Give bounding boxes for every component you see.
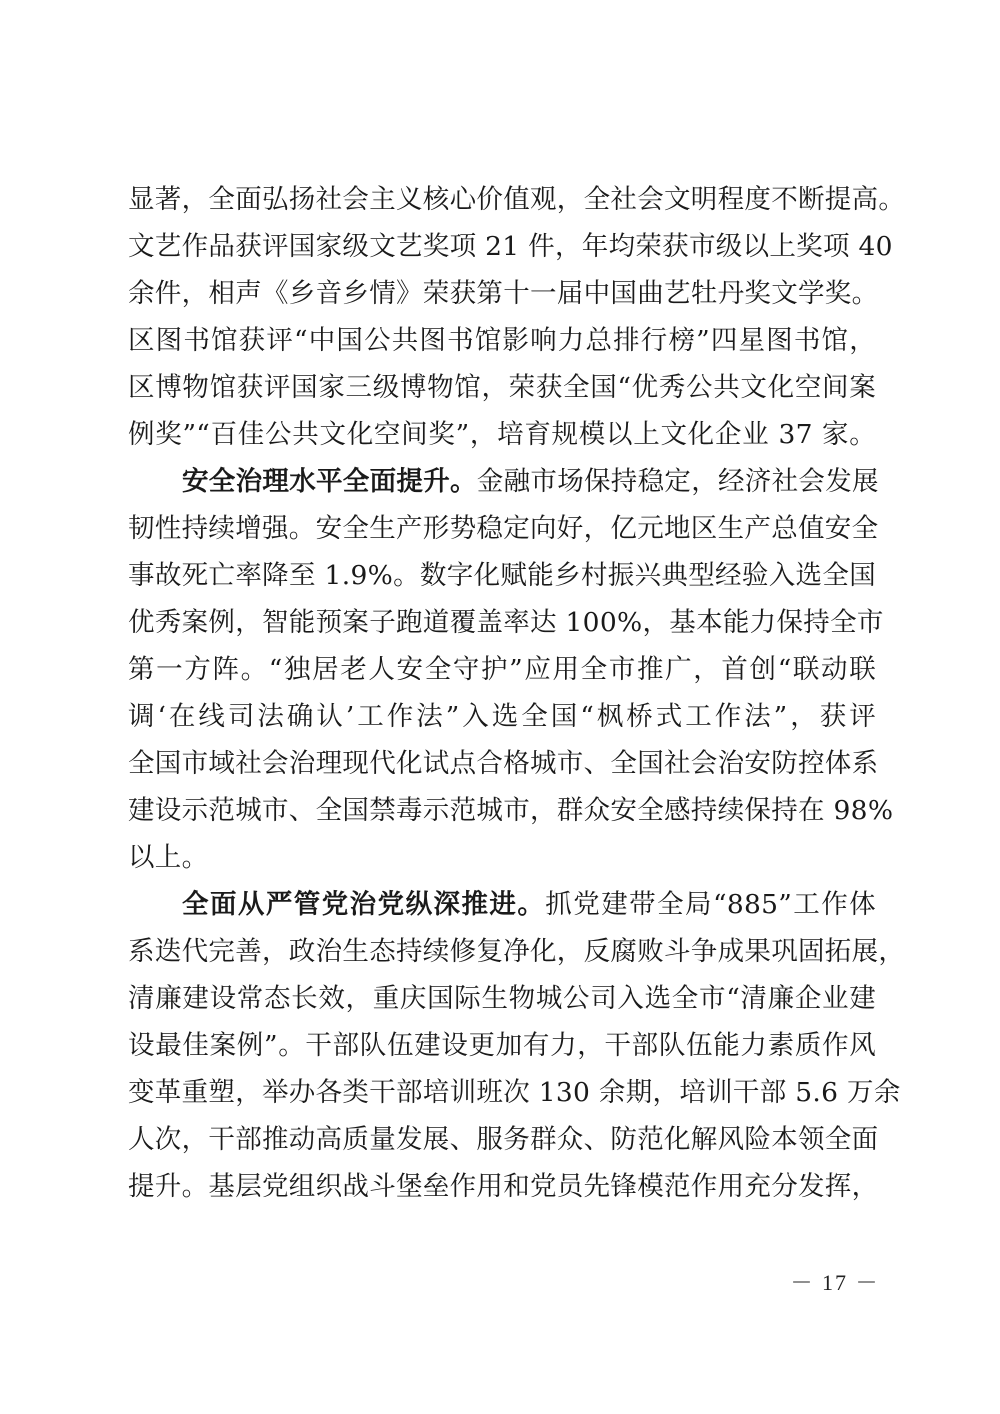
text-run: 抓党建带全局“885”工作体 — [545, 889, 876, 920]
text-line: 提升。基层党组织战斗堡垒作用和党员先锋模范作用充分发挥， — [128, 1171, 879, 1202]
text-line: 区图书馆获评“中国公共图书馆影响力总排行榜”四星图书馆， — [128, 325, 876, 356]
paragraph-heading: 安全治理水平全面提升。 — [182, 466, 477, 497]
text-line: 区博物馆获评国家三级博物馆，荣获全国“优秀公共文化空间案 — [128, 372, 876, 403]
text-line: 全国市域社会治理现代化试点合格城市、全国社会治安防控体系 — [128, 748, 879, 779]
paragraph-first-line — [128, 881, 876, 928]
text-line: 例奖”“百佳公共文化空间奖”，培育规模以上文化企业 37 家。 — [128, 419, 876, 450]
text-run: 金融市场保持稳定，经济社会发展 — [476, 466, 879, 497]
paragraph-heading: 全面从严管党治党纵深推进。 — [182, 889, 546, 920]
text-line: 变革重塑，举办各类干部培训班次 130 余期，培训干部 5.6 万余 — [128, 1077, 901, 1108]
paragraph-first-line — [128, 458, 879, 505]
text-line: 设最佳案例”。干部队伍建设更加有力，干部队伍能力素质作风 — [128, 1030, 876, 1061]
text-line: 事故死亡率降至 1.9%。数字化赋能乡村振兴典型经验入选全国 — [128, 560, 876, 591]
text-line: 显著，全面弘扬社会主义核心价值观，全社会文明程度不断提高。 — [128, 184, 906, 215]
text-line: 人次，干部推动高质量发展、服务群众、防范化解风险本领全面 — [128, 1124, 879, 1155]
text-line: 韧性持续增强。安全生产形势稳定向好，亿元地区生产总值安全 — [128, 513, 879, 544]
text-line: 文艺作品获评国家级文艺奖项 21 件，年均荣获市级以上奖项 40 — [128, 231, 893, 262]
paragraph-safety-governance — [128, 458, 894, 881]
text-line: 建设示范城市、全国禁毒示范城市，群众安全感持续保持在 98% — [128, 795, 894, 826]
paragraph-culture — [128, 176, 906, 458]
text-line: 系迭代完善，政治生态持续修复净化，反腐败斗争成果巩固拓展， — [128, 936, 906, 967]
text-line: 第一方阵。“独居老人安全守护”应用全市推广，首创“联动联 — [128, 654, 876, 685]
paragraph-party-governance — [128, 881, 906, 1210]
text-line: 调‘在线司法确认’工作法”入选全国“枫桥式工作法”，获评 — [128, 701, 876, 732]
document-body — [128, 176, 906, 1210]
page-number: － 17 － — [790, 1270, 880, 1295]
text-line: 余件，相声《乡音乡情》荣获第十一届中国曲艺牡丹奖文学奖。 — [128, 278, 879, 309]
text-line: 优秀案例，智能预案子跑道覆盖率达 100%，基本能力保持全市 — [128, 607, 884, 638]
text-line: 以上。 — [128, 842, 209, 873]
text-line: 清廉建设常态长效，重庆国际生物城公司入选全市“清廉企业建 — [128, 983, 876, 1014]
